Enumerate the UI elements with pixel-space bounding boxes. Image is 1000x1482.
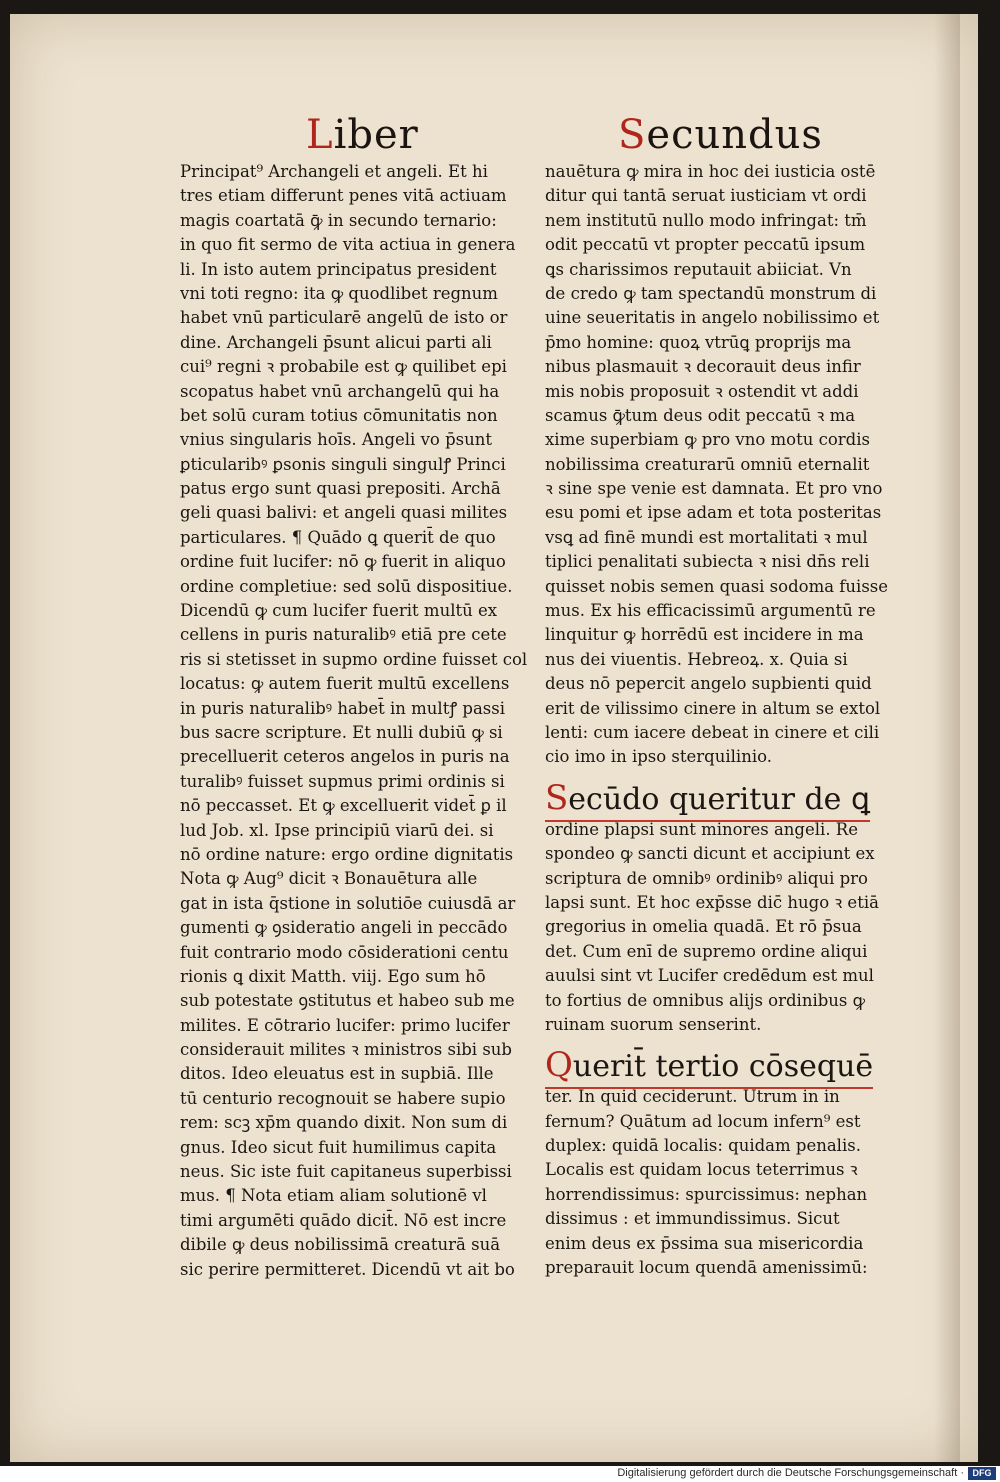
text-line: ordine plapsi sunt minores angeli. Re bbox=[545, 819, 858, 839]
text-line: locatus: ꝙ autem fuerit multū excellens bbox=[180, 674, 510, 694]
text-line: quisset nobis semen quasi sodoma fuisse bbox=[545, 576, 889, 596]
text-line: lapsi sunt. Et hoc exp̄sse dic̄ hugo ꝛ etiā bbox=[545, 892, 879, 912]
text-line: nō peccasset. Et ꝙ excelluerit videt̄ ꝑ il bbox=[180, 796, 507, 816]
text-line: scamus ꝙ̄tum deus odit peccatū ꝛ ma bbox=[545, 405, 856, 425]
page-edge-shadow bbox=[934, 14, 960, 1462]
text-line: p̄mo homine: quoꝝ vtrūꝗ proprijs ma bbox=[545, 332, 852, 352]
text-line: cellens in puris naturalibꝰ etiā pre cete bbox=[180, 625, 507, 645]
text-line: nobilissima creaturarū omniū eternalit bbox=[545, 454, 870, 474]
text-line: dine. Archangeli p̄sunt alicui parti ali bbox=[180, 332, 492, 352]
text-line: neus. Sic iste fuit capitaneus superbissi bbox=[180, 1162, 512, 1182]
text-line: mis nobis proposuit ꝛ ostendit vt addi bbox=[545, 381, 859, 401]
text-line: bet solū curam totius cōmunitatis non bbox=[180, 405, 498, 425]
text-line: spondeo ꝙ sancti dicunt et accipiunt ex bbox=[545, 844, 875, 864]
text-line: considerauit milites ꝛ ministros sibi sub bbox=[180, 1040, 512, 1060]
text-line: preparauit locum quendā amenissimū: bbox=[545, 1258, 868, 1278]
text-line: esu pomi et ipse adam et tota posteritas bbox=[545, 503, 882, 523]
text-line: ditur qui tantā seruat iusticiam vt ordi bbox=[545, 186, 867, 206]
running-head-right bbox=[618, 112, 823, 158]
text-line: det. Cum enī de supremo ordine aliqui bbox=[545, 941, 868, 961]
text-line: to fortius de omnibus alijs ordinibus ꝙ bbox=[545, 990, 866, 1010]
text-line: magis coartatā ꝙ̄ in secundo ternario: bbox=[180, 210, 497, 230]
digitization-footer bbox=[0, 1466, 1000, 1482]
text-line: fuit contrario modo cōsiderationi centu bbox=[180, 942, 509, 962]
running-head-left bbox=[306, 112, 419, 158]
text-line: in quo fit sermo de vita actiua in genera bbox=[180, 235, 516, 255]
left-text-column bbox=[180, 160, 550, 1282]
text-line: fernum? Quātum ad locum infern⁹ est bbox=[545, 1111, 861, 1131]
text-line: vnius singularis hoīs. Angeli vo p̄sunt bbox=[180, 430, 492, 450]
text-line: gnus. Ideo sicut fuit humilimus capita bbox=[180, 1137, 497, 1157]
text-line: dissimus : et immundissimus. Sicut bbox=[545, 1209, 840, 1229]
text-line: gat in ista q̄stione in solutiōe cuiusdā ar bbox=[180, 893, 516, 913]
text-line: dibile ꝙ deus nobilissimā creaturā suā bbox=[180, 1235, 501, 1255]
running-head-right-rest: ecundus bbox=[646, 112, 823, 158]
text-line: ordine fuit lucifer: nō ꝙ fuerit in aliquo bbox=[180, 552, 506, 572]
text-line: rionis ꝗ dixit Matth. viij. Ego sum hō bbox=[180, 966, 486, 986]
text-line: lenti: cum iacere debeat in cinere et cili bbox=[545, 722, 880, 742]
text-line: ꝛ sine spe venie est damnata. Et pro vno bbox=[545, 479, 883, 499]
text-line: particulares. ¶ Quādo ꝗ querit̄ de quo bbox=[180, 527, 496, 547]
running-head-right-initial: S bbox=[618, 112, 647, 158]
text-line: ꝑticularibꝰ ꝑsonis singuli singulꝭ Princi bbox=[180, 454, 506, 474]
section-heading-third bbox=[545, 1045, 925, 1085]
text-line: de credo ꝙ tam spectandū monstrum di bbox=[545, 283, 877, 303]
text-line: ter. In quid ceciderunt. Utrum in in bbox=[545, 1087, 840, 1107]
text-line: precelluerit ceteros angelos in puris na bbox=[180, 747, 510, 767]
heading-third-text: uerit̄ tertio cōsequē bbox=[572, 1049, 874, 1085]
text-line: scopatus habet vnū archangelū qui ha bbox=[180, 381, 500, 401]
text-line: Dicendū ꝙ cum lucifer fuerit multū ex bbox=[180, 601, 498, 621]
text-line: xime superbiam ꝙ pro vno motu cordis bbox=[545, 430, 870, 450]
text-line: rem: scꝫ xp̄m quando dixit. Non sum di bbox=[180, 1113, 508, 1133]
text-line: nem institutū nullo modo infringat: tm̄ bbox=[545, 210, 867, 230]
heading-second-text: ecūdo queritur de ꝗ bbox=[568, 781, 870, 817]
text-line: ꝗs charissimos reputauit abiiciat. Vn bbox=[545, 259, 852, 279]
text-line: cui⁹ regni ꝛ probabile est ꝙ quilibet epi bbox=[180, 357, 507, 377]
text-line: ruinam suorum senserint. bbox=[545, 1014, 762, 1034]
text-line: erit de vilissimo cinere in altum se extol bbox=[545, 698, 881, 718]
text-line: turalibꝰ fuisset supmus primi ordinis si bbox=[180, 771, 505, 791]
text-line: scriptura de omnibꝰ ordinibꝰ aliqui pro bbox=[545, 868, 868, 888]
running-head-left-initial: L bbox=[306, 112, 334, 158]
text-line: ditos. Ideo eleuatus est in supbiā. Ille bbox=[180, 1064, 494, 1084]
text-line: Nota ꝙ Aug⁹ dicit ꝛ Bonauētura alle bbox=[180, 869, 478, 889]
heading-second-underline bbox=[545, 778, 870, 822]
text-line: vsꝗ ad finē mundi est mortalitati ꝛ mul bbox=[545, 527, 868, 547]
text-line: ris si stetisset in supmo ordine fuisset col bbox=[180, 649, 528, 669]
text-line: duplex: quidā localis: quidam penalis. bbox=[545, 1136, 861, 1156]
text-line: ordine completiue: sed solū dispositiue. bbox=[180, 576, 513, 596]
text-line: nauētura ꝙ mira in hoc dei iusticia ostē bbox=[545, 162, 876, 181]
text-line: habet vnū particularē angelū de isto or bbox=[180, 308, 508, 328]
text-line: in puris naturalibꝰ habet̄ in multꝭ passi bbox=[180, 698, 505, 718]
text-line: Principat⁹ Archangeli et angeli. Et hi bbox=[180, 162, 488, 181]
text-line: cio imo in ipso sterquilinio. bbox=[545, 747, 772, 767]
text-line: deus nō pepercit angelo supbienti quid bbox=[545, 674, 872, 694]
text-line: mus. ¶ Nota etiam aliam solutionē vl bbox=[180, 1186, 487, 1206]
text-line: patus ergo sunt quasi prepositi. Archā bbox=[180, 479, 501, 499]
text-line: tū centurio recognouit se habere supio bbox=[180, 1088, 506, 1108]
text-line: auulsi sint vt Lucifer credēdum est mul bbox=[545, 966, 874, 986]
text-line: odit peccatū vt propter peccatū ipsum bbox=[545, 235, 866, 255]
text-line: nus dei viuentis. Hebreoꝝ. x. Quia si bbox=[545, 649, 848, 669]
text-line: sub potestate ꝯstitutus et habeo sub me bbox=[180, 991, 515, 1011]
text-line: nō ordine nature: ergo ordine dignitatis bbox=[180, 844, 514, 864]
text-line: bus sacre scripture. Et nulli dubiū ꝙ si bbox=[180, 722, 503, 742]
text-line: nibus plasmauit ꝛ decorauit deus infir bbox=[545, 357, 861, 377]
text-line: gregorius in omelia quadā. Et rō p̄sua bbox=[545, 917, 862, 937]
heading-third-underline bbox=[545, 1045, 873, 1089]
running-head-left-rest: iber bbox=[333, 112, 419, 158]
right-column-middle-block bbox=[545, 818, 925, 1038]
right-column-top-block bbox=[545, 160, 925, 770]
text-line: vni toti regno: ita ꝙ quodlibet regnum bbox=[180, 283, 498, 303]
dfg-logo: DFG bbox=[968, 1467, 996, 1480]
text-line: li. In isto autem principatus president bbox=[180, 259, 497, 279]
right-column-bottom-block bbox=[545, 1085, 925, 1280]
text-line: geli quasi balivi: et angeli quasi milites bbox=[180, 503, 508, 523]
text-line: milites. E cōtrario lucifer: primo lucifer bbox=[180, 1015, 510, 1035]
text-line: tres etiam differunt penes vitā actiuam bbox=[180, 186, 507, 206]
right-text-column bbox=[545, 160, 925, 1280]
text-line: horrendissimus: spurcissimus: nephan bbox=[545, 1184, 868, 1204]
section-heading-second bbox=[545, 778, 925, 818]
heading-second-initial: S bbox=[545, 777, 569, 818]
text-line: mus. Ex his efficacissimū argumentū re bbox=[545, 601, 876, 621]
text-line: lud Job. xl. Ipse principiū viarū dei. si bbox=[180, 820, 494, 840]
heading-third-initial: Q bbox=[545, 1045, 573, 1086]
text-line: sic perire permitteret. Dicendū vt ait bo bbox=[180, 1259, 515, 1279]
text-line: linquitur ꝙ horrēdū est incidere in ma bbox=[545, 625, 864, 645]
text-line: Localis est quidam locus teterrimus ꝛ bbox=[545, 1160, 858, 1180]
text-line: tiplici penalitati subiecta ꝛ nisi dn̄s reli bbox=[545, 552, 870, 572]
text-line: timi argumēti quādo dicit̄. Nō est incre bbox=[180, 1210, 507, 1230]
text-line: enim deus ex p̄ssima sua misericordia bbox=[545, 1233, 864, 1253]
funding-credit: Digitalisierung gefördert durch die Deutsche Forschungsgemeinschaft · bbox=[617, 1467, 964, 1479]
text-line: uine seueritatis in angelo nobilissimo et bbox=[545, 308, 880, 328]
text-line: gumenti ꝙ ꝯsideratio angeli in peccādo bbox=[180, 918, 508, 938]
